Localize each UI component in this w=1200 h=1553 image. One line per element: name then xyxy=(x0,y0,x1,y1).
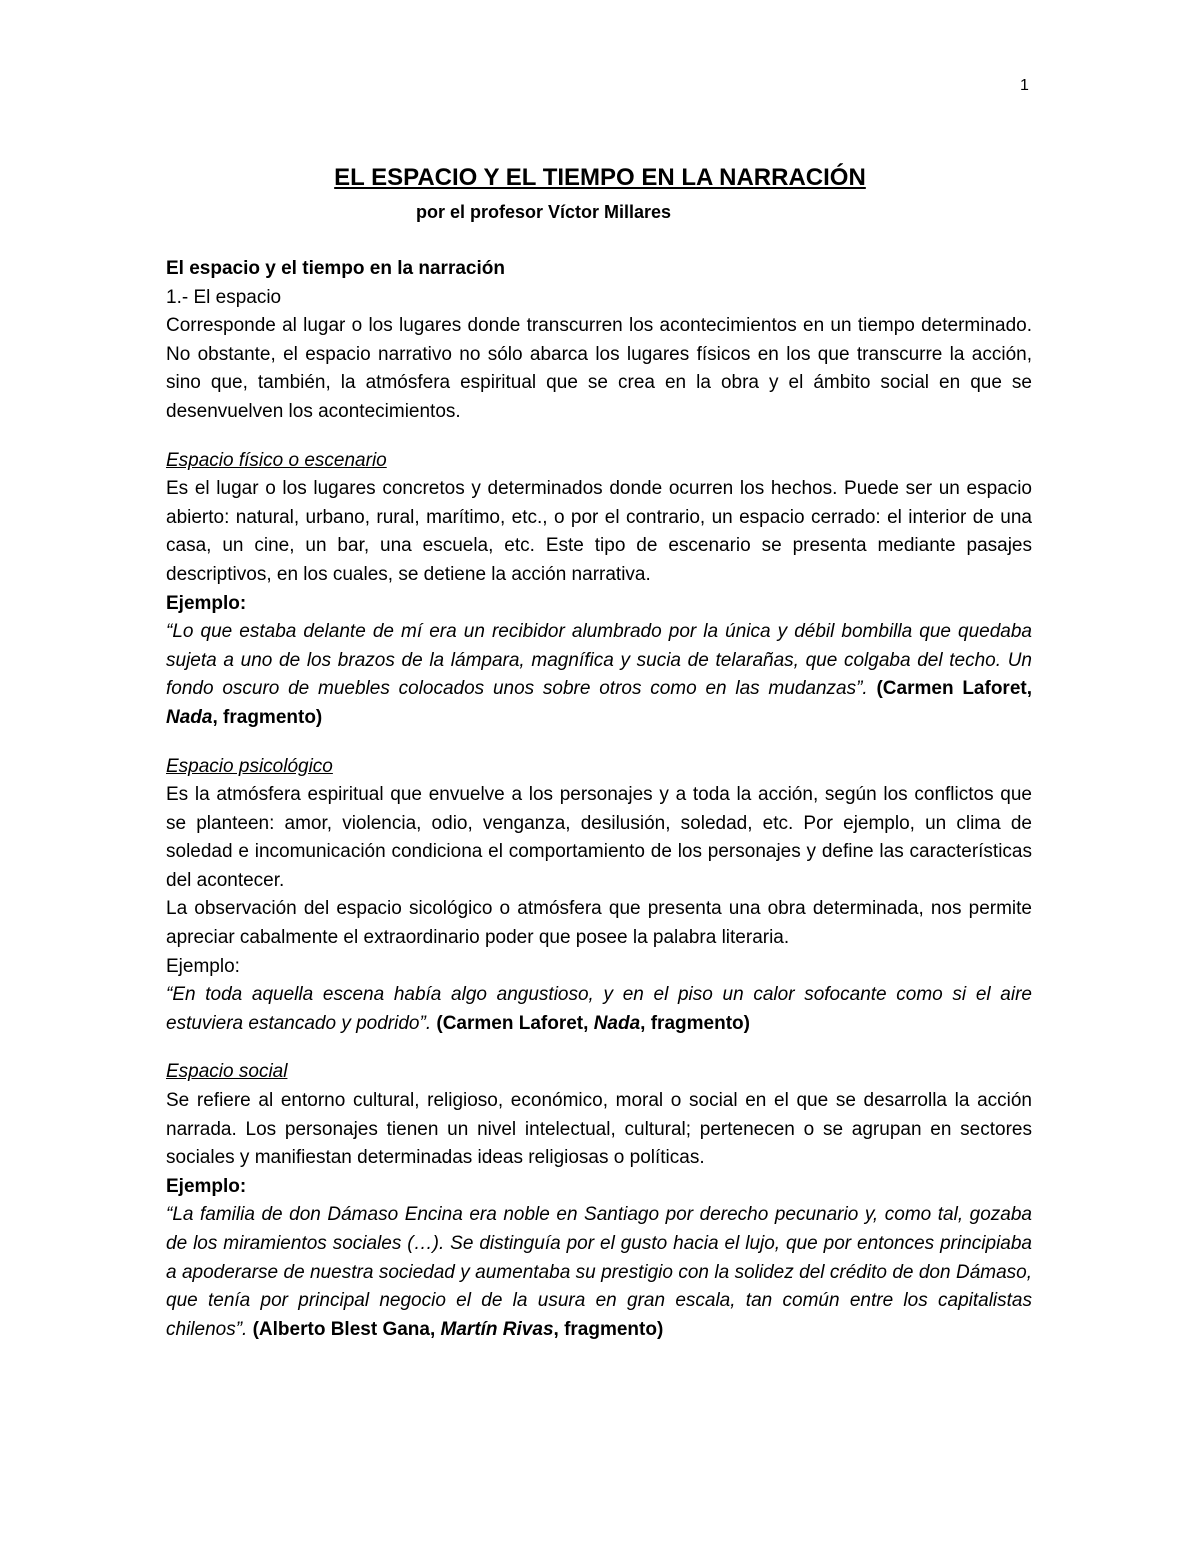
section-paragraph: Es el lugar o los lugares concretos y determinados donde ocurren los hechos. Puede ser un espacio abierto: natural, urbano, rural, marítimo, etc., o por el contrario, un espacio cerrado: el interior de una casa, un cine, un bar, una escuela, etc. Este tipo de escenario se presenta mediante pasajes descriptivos, en los cuales, se detiene la acción narrativa. xyxy=(166,478,1032,585)
example-label: Ejemplo: xyxy=(166,592,247,614)
page-number: 1 xyxy=(1020,77,1029,94)
section-heading-fisico: Espacio físico o escenario xyxy=(166,449,387,471)
author-byline: por el profesor Víctor Millares xyxy=(416,202,672,222)
section-paragraph: Se refiere al entorno cultural, religioso, económico, moral o social en el que se desarrolla la acción narrada. Los personajes tienen un nivel intelectual, cultural; pertenecen o se agrupan en sectores sociales y manifiestan determinadas ideas religiosas o políticas. xyxy=(166,1090,1032,1169)
example-label: Ejemplo: xyxy=(166,955,240,977)
reference-work: Nada xyxy=(593,1012,641,1034)
section-heading-social: Espacio social xyxy=(166,1061,288,1083)
example-quote: “En toda aquella escena había algo angustioso, y en el piso un calor sofocante como si el aire estuviera estancado y podrido”. xyxy=(166,984,1032,1034)
reference-suffix: , fragmento) xyxy=(640,1012,750,1034)
reference-work: Nada xyxy=(166,706,213,728)
reference-suffix: , fragmento) xyxy=(553,1318,664,1340)
section-spacer xyxy=(166,733,1032,753)
document-title: EL ESPACIO Y EL TIEMPO EN LA NARRACIÓN xyxy=(334,164,866,191)
quote-reference xyxy=(431,1013,750,1034)
example-quote-block xyxy=(166,981,1032,1038)
example-quote: “La familia de don Dámaso Encina era noble en Santiago por derecho pecunario y, como tal, gozaba de los miramientos sociales (…). Se distinguía por el gusto hacia el lujo, que por entonces principiaba a apoderarse de nuestra sociedad y aumentaba su prestigio con la solidez del crédito de don Dámaso, que tenía por principal negocio el de la usura en gran escala, tan común entre los capitalistas chilenos”. xyxy=(166,1204,1032,1340)
section-heading-psicologico: Espacio psicológico xyxy=(166,755,333,777)
reference-suffix: , fragmento) xyxy=(212,706,323,728)
intro-subheading: 1.- El espacio xyxy=(166,286,282,308)
reference-work: Martín Rivas xyxy=(440,1318,554,1340)
reference-author: (Carmen Laforet, xyxy=(431,1012,594,1034)
example-label: Ejemplo: xyxy=(166,1175,247,1197)
example-quote: “Lo que estaba delante de mí era un recibidor alumbrado por la única y débil bombilla que quedaba sujeta a uno de los brazos de la lámpara, magnífica y sucia de telarañas, que colgaba del techo. Un fondo oscuro de muebles colocados unos sobre otros como en las mudanzas”. xyxy=(166,621,1032,700)
example-quote-block xyxy=(166,1201,1032,1344)
document-body xyxy=(166,255,1032,1344)
intro-heading: El espacio y el tiempo en la narración xyxy=(166,258,505,279)
section-paragraph: Es la atmósfera espiritual que envuelve a los personajes y a toda la acción, según los conflictos que se planteen: amor, violencia, odio, venganza, desilusión, soledad, etc. Por ejemplo, un clima de soledad e incomunicación condiciona el comportamiento de los personajes y define las características del acontecer. xyxy=(166,784,1032,891)
quote-reference xyxy=(247,1319,663,1340)
reference-author: (Carmen Laforet, xyxy=(867,678,1032,700)
example-quote-block xyxy=(166,618,1032,732)
section-paragraph: La observación del espacio sicológico o atmósfera que presenta una obra determinada, nos permite apreciar cabalmente el extraordinario poder que posee la palabra literaria. xyxy=(166,898,1032,949)
section-spacer xyxy=(166,427,1032,447)
intro-paragraph: Corresponde al lugar o los lugares donde transcurren los acontecimientos en un tiempo determinado. No obstante, el espacio narrativo no sólo abarca los lugares físicos en los que transcurre la acción, sino que, también, la atmósfera espiritual que se crea en la obra y el ámbito social en que se desenvuelven los acontecimientos. xyxy=(166,315,1032,422)
section-spacer xyxy=(166,1038,1032,1058)
reference-author: (Alberto Blest Gana, xyxy=(247,1318,441,1340)
